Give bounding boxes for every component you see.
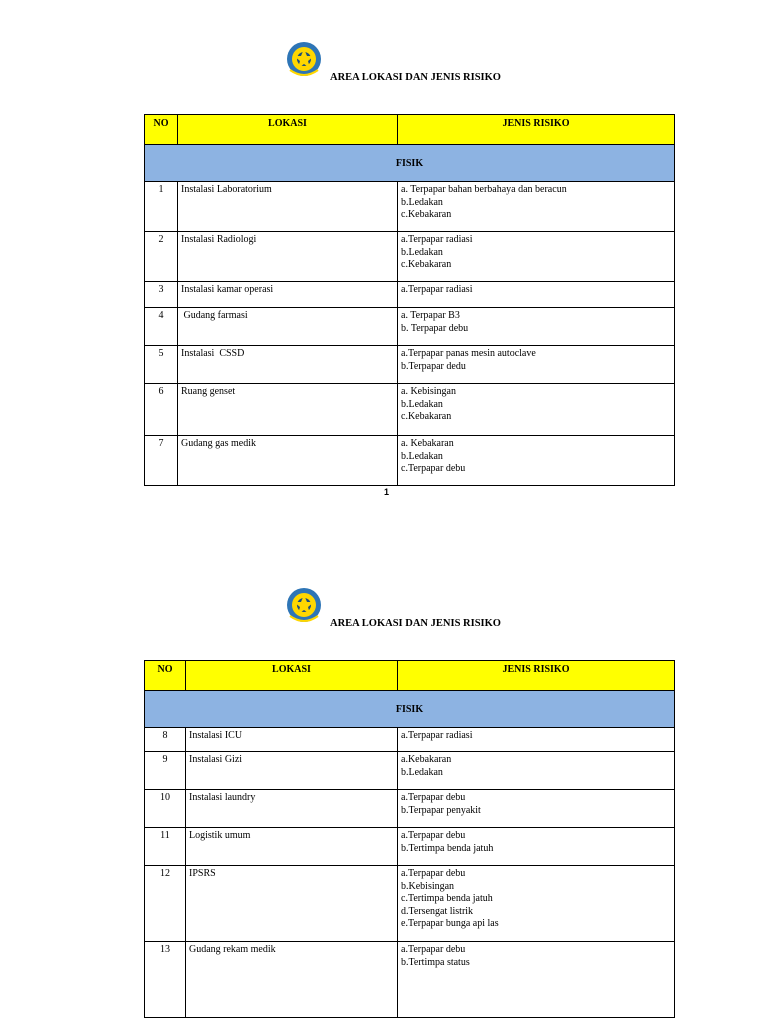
risk-cell xyxy=(398,752,675,790)
location-cell: Instalasi Gizi xyxy=(186,752,398,790)
risk-item: a. Terpapar bahan berbahaya dan beracun xyxy=(401,184,567,195)
row-number: 12 xyxy=(145,866,186,942)
row-number: 9 xyxy=(145,752,186,790)
location-cell: Gudang farmasi xyxy=(178,308,398,346)
table-row xyxy=(145,182,675,232)
risk-item: b.Kebisingan xyxy=(401,880,455,892)
risk-item: a.Terpapar debu xyxy=(401,830,466,841)
risk-cell xyxy=(398,384,675,436)
risk-item: a. Kebakaran xyxy=(401,438,454,449)
risk-item: b.Tertimpa benda jatuh xyxy=(401,842,494,854)
risk-item: b.Ledakan xyxy=(401,450,443,462)
risk-cell xyxy=(398,942,675,1018)
table-row xyxy=(145,282,675,308)
risk-item: b.Ledakan xyxy=(401,246,443,258)
location-cell: Instalasi ICU xyxy=(186,728,398,752)
risk-item: b. Terpapar debu xyxy=(401,322,469,334)
category-row: FISIK xyxy=(145,691,675,728)
risk-cell xyxy=(398,346,675,384)
location-cell: Gudang gas medik xyxy=(178,436,398,486)
risk-item: a.Kebakaran xyxy=(401,754,452,765)
risk-cell xyxy=(398,728,675,752)
location-cell: Instalasi Radiologi xyxy=(178,232,398,282)
risk-cell xyxy=(398,436,675,486)
row-number: 6 xyxy=(145,384,178,436)
page-number: 1 xyxy=(384,487,390,497)
row-number: 8 xyxy=(145,728,186,752)
risk-item: a.Terpapar radiasi xyxy=(401,284,473,295)
hospital-logo-icon xyxy=(284,586,330,626)
risk-cell xyxy=(398,790,675,828)
column-header-jenis-risiko: JENIS RISIKO xyxy=(398,115,675,145)
risk-item: b.Terpapar penyakit xyxy=(401,804,481,816)
risk-cell xyxy=(398,308,675,346)
risk-item: c.Kebakaran xyxy=(401,259,452,270)
document-title: AREA LOKASI DAN JENIS RISIKO xyxy=(330,618,501,629)
risk-item: a.Terpapar debu xyxy=(401,944,466,955)
risk-item: b.Ledakan xyxy=(401,766,443,778)
risk-item: b.Terpapar dedu xyxy=(401,360,466,372)
row-number: 7 xyxy=(145,436,178,486)
table-body xyxy=(145,728,675,1018)
table-row xyxy=(145,232,675,282)
risk-item: a.Terpapar radiasi xyxy=(401,234,473,245)
location-cell: Instalasi kamar operasi xyxy=(178,282,398,308)
location-cell: Instalasi Laboratorium xyxy=(178,182,398,232)
page-header xyxy=(284,40,584,83)
risk-item: a.Terpapar panas mesin autoclave xyxy=(401,348,536,359)
risk-cell xyxy=(398,232,675,282)
row-number: 11 xyxy=(145,828,186,866)
table-row xyxy=(145,942,675,1018)
table-row xyxy=(145,436,675,486)
row-number: 5 xyxy=(145,346,178,384)
hospital-logo-icon xyxy=(284,40,330,80)
risk-item: d.Tersengat listrik xyxy=(401,905,474,917)
document-title: AREA LOKASI DAN JENIS RISIKO xyxy=(330,72,501,83)
table-row xyxy=(145,752,675,790)
row-number: 10 xyxy=(145,790,186,828)
risk-item: c.Terpapar debu xyxy=(401,463,466,474)
location-cell: Logistik umum xyxy=(186,828,398,866)
risk-cell xyxy=(398,828,675,866)
location-cell: Instalasi laundry xyxy=(186,790,398,828)
risk-item: a.Terpapar radiasi xyxy=(401,730,473,741)
table-row xyxy=(145,728,675,752)
risk-item: c.Kebakaran xyxy=(401,411,452,422)
risk-cell xyxy=(398,282,675,308)
table-body xyxy=(145,182,675,486)
risk-item: a. Kebisingan xyxy=(401,386,456,397)
table-row xyxy=(145,790,675,828)
risk-table xyxy=(144,660,675,1018)
column-header-no: NO xyxy=(145,115,178,145)
location-cell: Gudang rekam medik xyxy=(186,942,398,1018)
risk-cell xyxy=(398,182,675,232)
location-cell: IPSRS xyxy=(186,866,398,942)
column-header-no: NO xyxy=(145,661,186,691)
category-row: FISIK xyxy=(145,145,675,182)
risk-item: c.Tertimpa benda jatuh xyxy=(401,893,493,904)
table-row xyxy=(145,308,675,346)
row-number: 13 xyxy=(145,942,186,1018)
risk-item: a. Terpapar B3 xyxy=(401,310,460,321)
table-row xyxy=(145,346,675,384)
row-number: 3 xyxy=(145,282,178,308)
risk-item: a.Terpapar debu xyxy=(401,868,466,879)
risk-item: b.Ledakan xyxy=(401,196,443,208)
risk-table xyxy=(144,114,675,486)
location-cell: Instalasi CSSD xyxy=(178,346,398,384)
table-row xyxy=(145,866,675,942)
risk-item: b.Tertimpa status xyxy=(401,956,470,968)
page-header xyxy=(284,586,584,629)
row-number: 4 xyxy=(145,308,178,346)
column-header-lokasi: LOKASI xyxy=(186,661,398,691)
column-header-jenis-risiko: JENIS RISIKO xyxy=(398,661,675,691)
risk-item: e.Terpapar bunga api las xyxy=(401,918,499,929)
row-number: 1 xyxy=(145,182,178,232)
risk-item: a.Terpapar debu xyxy=(401,792,466,803)
row-number: 2 xyxy=(145,232,178,282)
risk-item: b.Ledakan xyxy=(401,398,443,410)
location-cell: Ruang genset xyxy=(178,384,398,436)
table-row xyxy=(145,828,675,866)
column-header-lokasi: LOKASI xyxy=(178,115,398,145)
risk-cell xyxy=(398,866,675,942)
table-row xyxy=(145,384,675,436)
risk-item: c.Kebakaran xyxy=(401,209,452,220)
